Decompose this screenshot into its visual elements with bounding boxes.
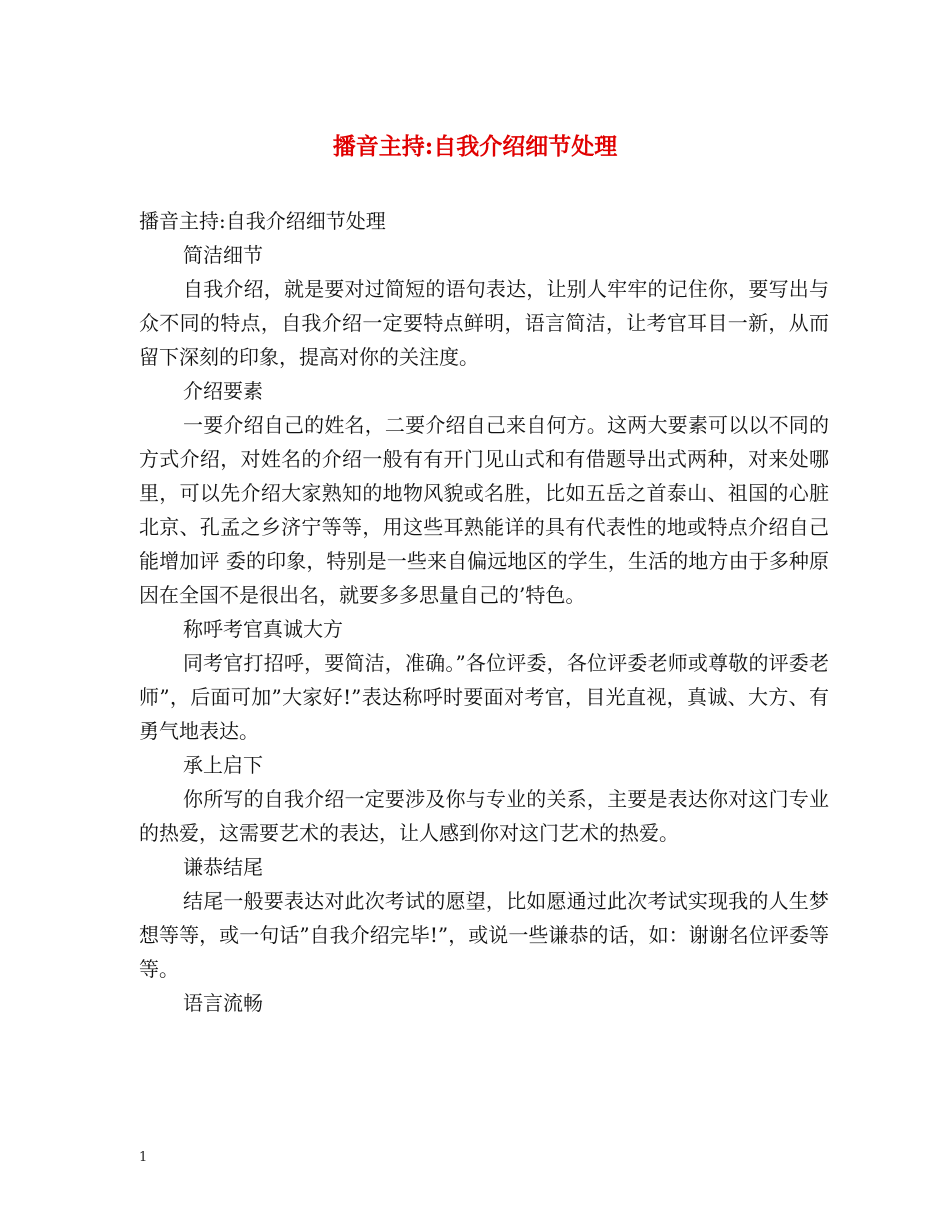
section-heading: 称呼考官真诚大方	[183, 617, 343, 641]
page-number: 1	[139, 1150, 148, 1165]
section-heading: 语言流畅	[183, 991, 263, 1015]
body-paragraph: 同考官打招呼，要简洁，准确。”各位评委，各位评委老师或尊敬的评委老师”，后面可加”大家好!”表达称呼时要面对考官，目光直视，真诚、大方、有勇气地表达。	[139, 651, 829, 743]
body-paragraph: 你所写的自我介绍一定要涉及你与专业的关系，主要是表达你对这门专业的热爱，这需要艺术的表达，让人感到你对这门艺术的热爱。	[139, 787, 829, 845]
section-heading: 谦恭结尾	[183, 855, 263, 879]
section-heading: 承上启下	[183, 753, 263, 777]
section-heading: 简洁细节	[183, 243, 263, 267]
body-paragraph: 一要介绍自己的姓名，二要介绍自己来自何方。这两大要素可以以不同的方式介绍，对姓名的介绍一般有有开门见山式和有借题导出式两种，对来处哪 里，可以先介绍大家熟知的地物风貌或名胜，比如五岳之首泰山、祖国的心脏北京、孔孟之乡济宁等等，用这些耳熟能详的具有代表性的地或特点介绍自己能增加评 委的印象，特别是一些来自偏远地区的学生，生活的地方由于多种原因在全国不是很出名，就要多多思量自己的’特色。	[139, 413, 829, 607]
document-title: 播音主持:自我介绍细节处理	[332, 133, 618, 160]
body-paragraph: 结尾一般要表达对此次考试的愿望，比如愿通过此次考试实现我的人生梦想等等，或一句话”自我介绍完毕!”，或说一些谦恭的话，如：谢谢名位评委等等。	[139, 889, 829, 981]
section-heading: 介绍要素	[183, 379, 263, 403]
body-paragraph: 自我介绍，就是要对过简短的语句表达，让别人牢牢的记住你，要写出与众不同的特点，自我介绍一定要特点鲜明，语言简洁，让考官耳目一新，从而留下深刻的印象，提高对你的关注度。	[139, 277, 829, 369]
document-subtitle: 播音主持:自我介绍细节处理	[139, 209, 386, 233]
document-body	[139, 204, 829, 1020]
